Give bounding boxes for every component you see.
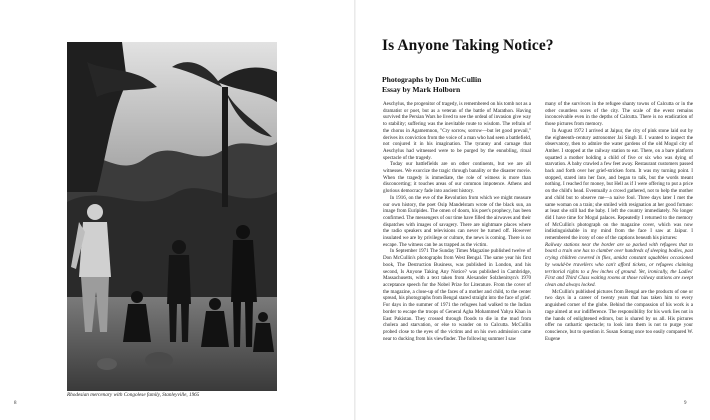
block-quote: Railway stations near the border are so packed with refugees that to board a train one has to clamber over hundreds of sleeping bodies, past crying children covered in flies, amidst constant squabbles occasioned by would-be travellers who can't afford tickets, or refugees claiming territorial rights to a few inches of ground. Yet, ironically, the Ladies' First and Third Class waiting rooms at those railway stations are swept clean and always locked. — [545, 241, 693, 288]
paragraph: In 1916, on the eve of the Revolution from which we might measure our own history, the poet Osip Mandelstam wrote of the black sun, an image from Euripides. The omen of doom, his poet's prophecy, has been confirmed. The messengers of our time have filled the airwaves and their dispatches with images of savagery. There are nightmare places where the radio speakers and televisions can never be turned off. However insulated we are by privilege or culture, the news is coming. There is no escape. The witness can be as trapped as the victim. — [383, 194, 531, 248]
paragraph: many of the survivors in the refugee shanty towns of Calcutta or in the other countless sores of the city. The scale of the event remains inconceivable even in the depths of Calcutta. There is no eradication of those pictures from memory. — [545, 101, 693, 128]
page-number-left: 8 — [14, 401, 17, 406]
page-number-right: 9 — [684, 401, 687, 406]
book-gutter — [354, 0, 356, 420]
essayist-credit: Essay by Mark Holborn — [382, 85, 461, 94]
photograph — [67, 42, 277, 391]
paragraph: In September 1971 The Sunday Times Magazine published twelve of Don McCullin's photographs from West Bengal. The same year his first book, The Destruction Business, was published in London, and his second, Is Anyone Taking Any Notice? was published in Cambridge, Massachusetts, with a text taken from Alexander Solzhenitsyn's 1970 acceptance speech for the Nobel Prize for Literature. From the cover of the magazine, a close-up of the faces of a mother and child, to the center spread, his photographs from Bengal stared straight into the face of grief. For days in the summer of 1971 the refugees had walked to the Indian border to escape the troops of General Agha Mohammed Yahya Khan in East Pakistan. They crossed through floods to die in the mud from cholera and starvation, or else to wander on to Calcutta. McCullin probed close to the eyes of the victims and on his own admission came near to ducking from his viewfinder. The following summer I saw — [383, 248, 531, 342]
article-title: Is Anyone Taking Notice? — [382, 37, 554, 54]
paragraph: Aeschylus, the progenitor of tragedy, is remembered on his tomb not as a dramatist or poet, but as a veteran of the battle of Marathon. Having survived the Persian Wars he lived to see the ordeal of invasion give way to stability; suffering was the inevitable route to wisdom. The refrain of the chorus in Agamemnon, "Cry sorrow, sorrow—but let good prevail," derives its conviction from the voice of a man who had seen a battlefield, not conjured it in his imagination. The tyranny and carnage that Aeschylus had witnessed were to be purged by the ennobling, ritual spectacle of the tragedy. — [383, 101, 531, 161]
paragraph: McCullin's published pictures from Bengal are the products of one or two days in a career of twenty years that has taken him to every anguished corner of the globe. Behind the compassion of his work is a rage aimed at our indifference. The responsibility for his work lies not in the hands of enlightened editors, but is shared by us all. His pictures offer no cathartic spectacle; to look into them is not to purge your conscience, but to question it. Susan Sontag once too easily compared W. Eugene — [545, 288, 693, 342]
paragraph: Today our battlefields are on other continents, but we are all witnesses. We exorcize the tragic through banality or the disaster movie. When the tragedy is immediate, the role of witness is more than disconcerting; it touches areas of our common impotence. Athens and glorious democracy fade into ancient history. — [383, 161, 531, 195]
paragraph: In August 1972 I arrived at Jaipur, the city of pink stone laid out by the eighteenth-century astronomer Jai Singh II. I wanted to inspect the observatory, then to admire the water gardens of the old Mogul city of Amber. I stopped at the railway station to eat. There, on a bare platform squatted a mother holding a child of five or six who was dying of starvation. A baby crawled a few feet away. Restaurant customers passed back and forth over her grief-stricken form. It was my turning point. I stopped, stared into her face, and began to talk, but the words meant nothing. I reached for money, but Hell as if I were offering to put a price on the child's head. Eventually a crowd gathered, not to help the mother and child but to observe me—a naive fool. Three days later I met the same woman on a train; she smiled with resignation at her good fortune: at least she still had the baby. I left the country immediately. No longer did I have time for Mogul palaces. Repeatedly I returned to the memory of McCullin's photograph on the magazine cover, which was now indistinguishable in my mind from the face I saw at Jaipur. I remembered the irony of one of the captions beneath his pictures: — [545, 127, 693, 242]
photo-caption: Rhodesian mercenary with Congolese family, Stanleyville, 1965 — [67, 392, 200, 398]
text-column-2 — [545, 101, 693, 401]
photographer-credit: Photographs by Don McCullin — [382, 75, 482, 84]
photo-image — [67, 42, 277, 391]
byline — [382, 75, 682, 95]
text-column-1 — [383, 101, 531, 401]
